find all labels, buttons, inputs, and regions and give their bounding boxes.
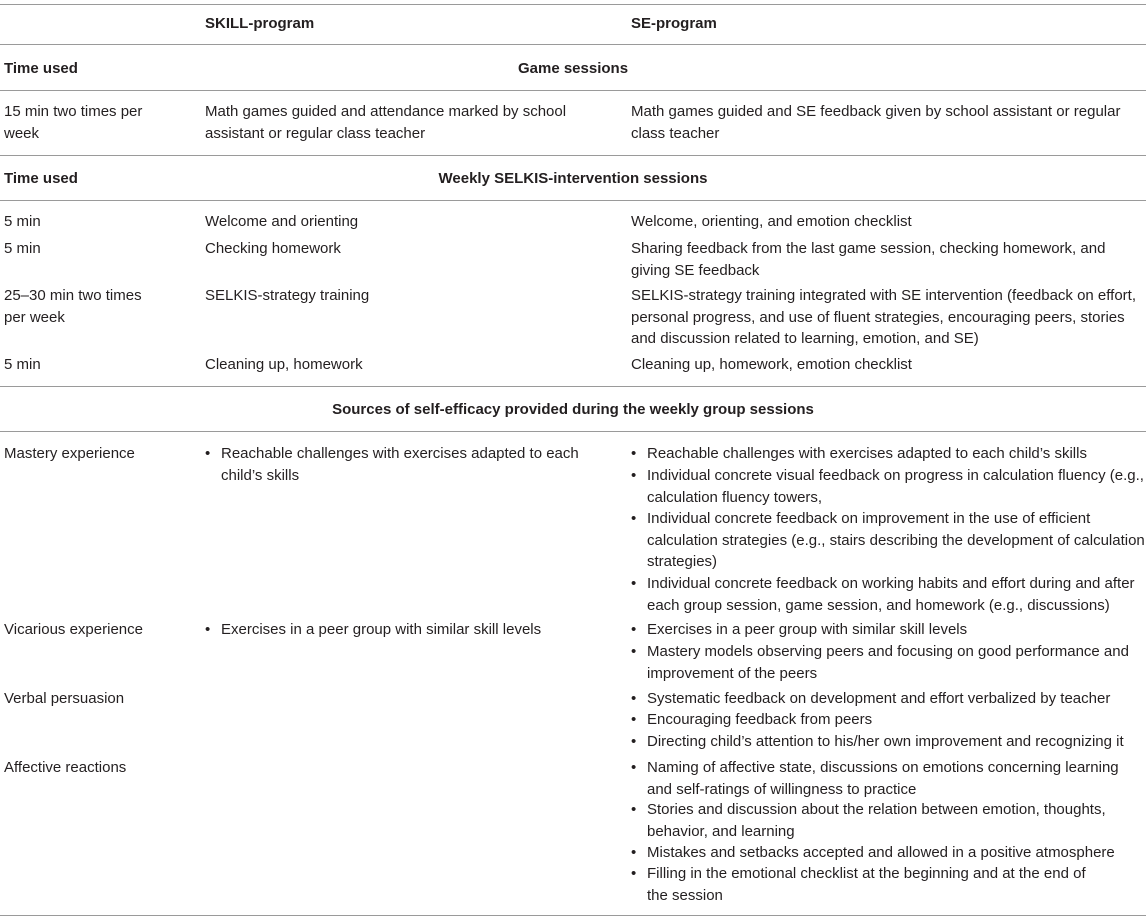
rule-weekly-header — [0, 200, 1146, 201]
source-affective-label: Affective reactions — [4, 759, 127, 776]
game-row-time: 15 min two times per week — [4, 103, 143, 142]
game-row-se: Math games guided and SE feedback given by school assistant or regular class teacher — [631, 103, 1121, 142]
weekly-row-3-skill: SELKIS-strategy training — [205, 287, 370, 304]
weekly-row-1-time: 5 min — [4, 213, 41, 230]
weekly-row-3-time: 25–30 min two times per week — [4, 287, 142, 326]
rule-sources-header — [0, 431, 1146, 432]
source-vicarious-label: Vicarious experience — [4, 621, 143, 638]
rule-top — [0, 4, 1146, 5]
weekly-row-4-se: Cleaning up, homework, emotion checklist — [631, 356, 912, 373]
weekly-row-1-se: Welcome, orienting, and emotion checklist — [631, 213, 912, 230]
source-verbal-label: Verbal persuasion — [4, 690, 125, 707]
weekly-sessions-title: Weekly SELKIS-intervention sessions — [438, 170, 708, 187]
source-mastery-label: Mastery experience — [4, 445, 135, 462]
game-sessions-title: Game sessions — [517, 60, 629, 77]
sources-title: Sources of self-efficacy provided during the weekly group sessions — [332, 401, 814, 418]
game-row-skill: Math games guided and attendance marked by school assistant or regular class teacher — [205, 103, 567, 142]
weekly-row-3-se: SELKIS-strategy training integrated with SE intervention (feedback on effort, personal progress, and use of fluent strategies, encouraging peers, stories and discussion related to learning, emotion, and SE) — [631, 287, 1137, 347]
weekly-time-used-label: Time used — [4, 170, 78, 187]
weekly-row-4-skill: Cleaning up, homework — [205, 356, 363, 373]
weekly-row-2-time: 5 min — [4, 240, 41, 257]
weekly-row-1-skill: Welcome and orienting — [205, 213, 359, 230]
weekly-row-4-time: 5 min — [4, 356, 41, 373]
header-se-program: SE-program — [631, 15, 717, 32]
header-skill-program: SKILL-program — [205, 15, 315, 32]
weekly-row-2-skill: Checking homework — [205, 240, 341, 257]
rule-game-header — [0, 90, 1146, 91]
rule-weekly-end — [0, 386, 1146, 387]
weekly-row-2-se: Sharing feedback from the last game session, checking homework, and giving SE feedback — [631, 240, 1106, 279]
rule-header — [0, 44, 1146, 45]
rule-bottom — [0, 915, 1146, 916]
rule-game-end — [0, 155, 1146, 156]
game-time-used-label: Time used — [4, 60, 78, 77]
